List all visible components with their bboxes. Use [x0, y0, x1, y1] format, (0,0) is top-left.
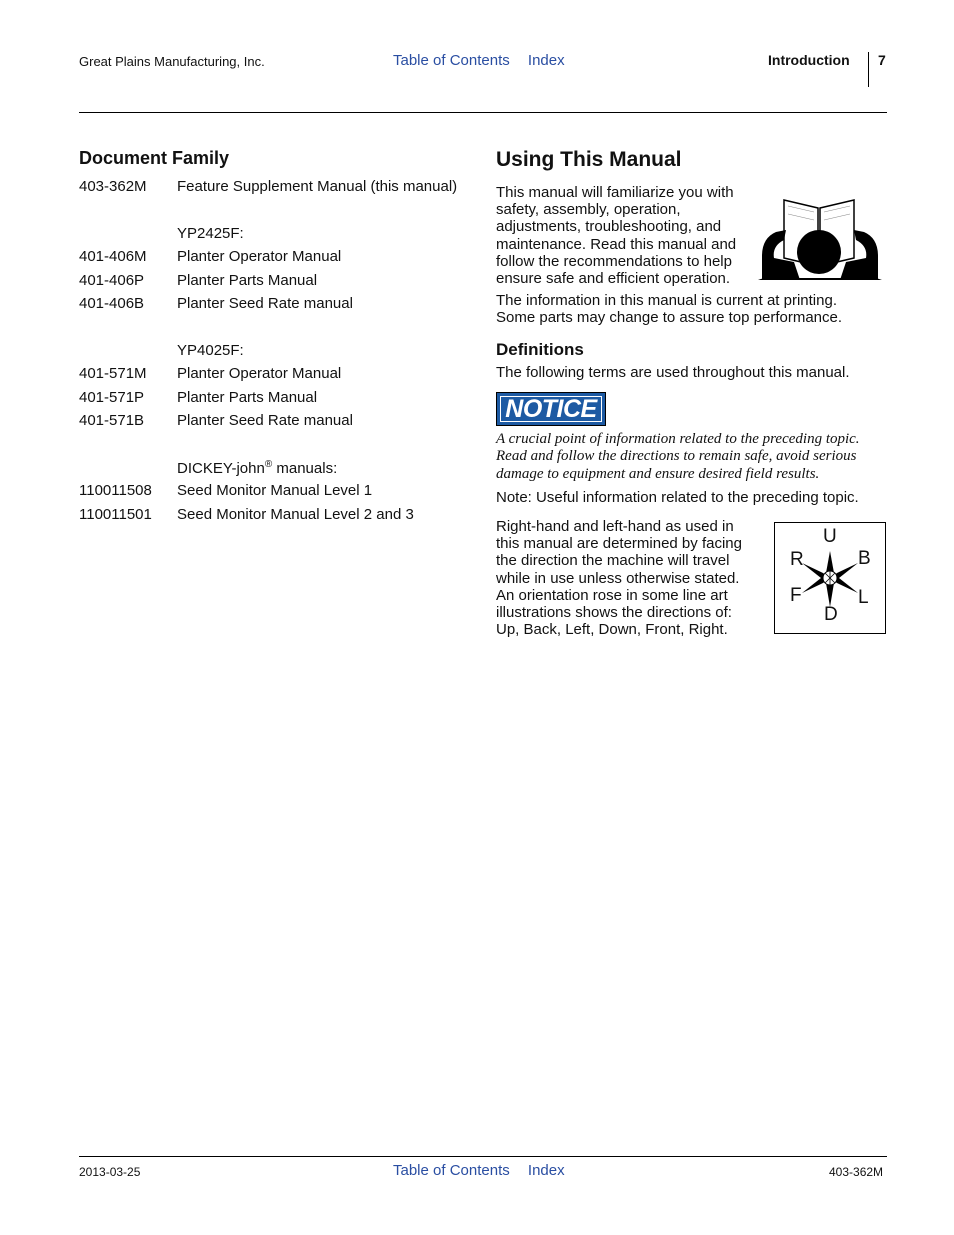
brand-name: DICKEY-john: [177, 460, 265, 477]
note-definition: Note: Useful information related to the preceding topic.: [496, 489, 859, 506]
index-link[interactable]: Index: [527, 1162, 565, 1179]
registered-mark: ®: [264, 459, 273, 470]
doc-code: 401-571B: [79, 412, 145, 429]
rose-front-label: F: [790, 585, 802, 606]
rose-up-label: U: [823, 526, 837, 547]
header-nav: [393, 52, 579, 69]
doc-title: [177, 459, 337, 477]
document-family-section: [79, 148, 479, 523]
rose-left-label: L: [858, 587, 869, 608]
doc-title: Seed Monitor Manual Level 2 and 3: [177, 506, 414, 523]
doc-code: 110011508: [79, 482, 152, 499]
brand-suffix: manuals:: [272, 460, 338, 477]
doc-title: Seed Monitor Manual Level 1: [177, 482, 373, 499]
definitions-heading: Definitions: [496, 340, 584, 359]
reading-person-icon: [754, 192, 886, 284]
rose-back-label: B: [858, 548, 871, 569]
doc-title: Planter Seed Rate manual: [177, 412, 353, 429]
definitions-intro: The following terms are used throughout this manual.: [496, 364, 850, 381]
index-link[interactable]: Index: [527, 52, 565, 69]
text-line: this manual are determined by facing: [496, 535, 742, 553]
footer-nav: [393, 1162, 579, 1179]
text-line: damage to equipment and ensure desired field results.: [496, 465, 820, 482]
toc-link[interactable]: Table of Contents: [393, 1162, 510, 1179]
doc-code: 401-406B: [79, 295, 145, 312]
doc-code: 403-362M: [79, 178, 147, 195]
notice-badge: [496, 392, 606, 426]
doc-code: 401-406P: [79, 272, 145, 289]
page-number: 7: [878, 52, 886, 68]
doc-code: 401-571P: [79, 389, 145, 406]
footer-rule: [79, 1156, 887, 1157]
text-line: safety, assembly, operation,: [496, 201, 681, 219]
doc-title: Planter Operator Manual: [177, 248, 342, 265]
doc-title: Planter Parts Manual: [177, 389, 318, 406]
text-line: Up, Back, Left, Down, Front, Right.: [496, 621, 728, 639]
text-line: This manual will familiarize you with: [496, 184, 734, 201]
text-line: adjustments, troubleshooting, and: [496, 218, 722, 236]
text-line: An orientation rose in some line art: [496, 586, 728, 604]
header-divider: [868, 52, 869, 87]
doc-title: YP4025F:: [177, 342, 244, 359]
info-paragraph: [496, 292, 842, 326]
text-line: illustrations shows the directions of:: [496, 604, 732, 622]
doc-title: YP2425F:: [177, 225, 244, 242]
orientation-rose: [774, 522, 886, 634]
doc-title: Planter Operator Manual: [177, 365, 342, 382]
document-family-heading: Document Family: [79, 148, 230, 168]
rose-down-label: D: [824, 604, 838, 625]
doc-title: Planter Parts Manual: [177, 272, 318, 289]
rose-right-label: R: [790, 549, 804, 570]
doc-code: 110011501: [79, 506, 152, 523]
text-line: Some parts may change to assure top performance.: [496, 309, 843, 327]
company-name: Great Plains Manufacturing, Inc.: [79, 54, 265, 69]
footer-date: 2013-03-25: [79, 1165, 141, 1179]
toc-link[interactable]: Table of Contents: [393, 52, 510, 69]
text-line: maintenance. Read this manual and: [496, 235, 737, 253]
using-manual-heading: Using This Manual: [496, 148, 682, 171]
text-line: ensure safe and efficient operation.: [496, 270, 731, 288]
intro-paragraph: [496, 184, 736, 287]
text-line: the direction the machine will travel: [496, 552, 730, 570]
text-line: follow the recommendations to help: [496, 252, 732, 270]
footer-doc-code: 403-362M: [829, 1165, 884, 1179]
doc-code: 401-406M: [79, 248, 147, 265]
notice-label: NOTICE: [505, 395, 597, 423]
text-line: The information in this manual is current at printing.: [496, 292, 837, 309]
text-line: A crucial point of information related to the preceding topic.: [496, 431, 860, 447]
notice-definition: [496, 431, 888, 483]
text-line: Read and follow the directions to remain safe, avoid serious: [496, 448, 857, 465]
header-rule: [79, 112, 887, 113]
text-line: Right-hand and left-hand as used in: [496, 518, 734, 535]
doc-code: 401-571M: [79, 365, 147, 382]
text-line: while in use unless otherwise stated.: [496, 569, 740, 587]
doc-title: Planter Seed Rate manual: [177, 295, 353, 312]
doc-title: Feature Supplement Manual (this manual): [177, 178, 458, 195]
orientation-paragraph: [496, 518, 742, 638]
section-title: Introduction: [768, 52, 850, 68]
